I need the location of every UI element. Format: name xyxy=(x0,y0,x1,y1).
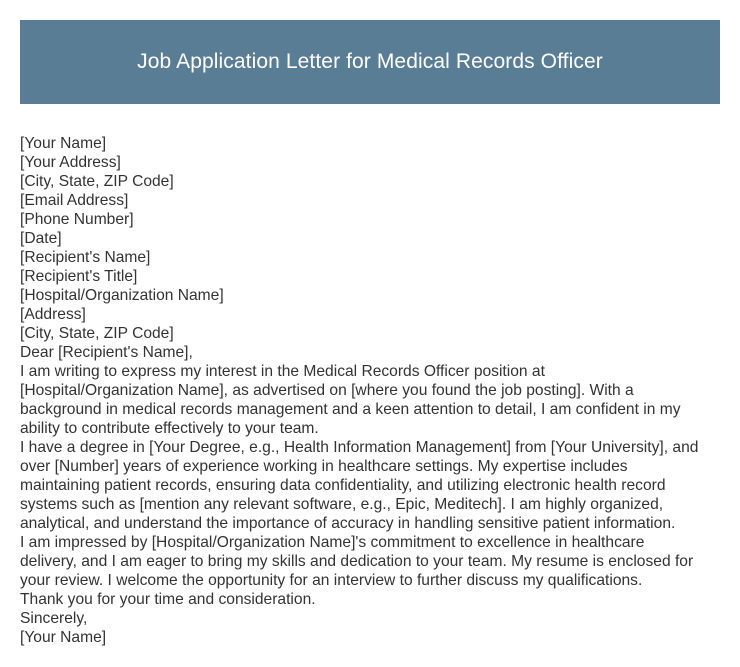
paragraph-line: [Hospital/Organization Name], as advertised on [where you found the job posting]. With a xyxy=(20,382,634,399)
sender-block xyxy=(20,134,720,229)
recipient-city-state-zip: [City, State, ZIP Code] xyxy=(20,325,174,342)
paragraph-line: systems such as [mention any relevant software, e.g., Epic, Meditech]. I am highly organized, xyxy=(20,496,664,513)
paragraph-line: background in medical records management and a keen attention to detail, I am confident in my xyxy=(20,401,681,418)
recipient-block xyxy=(20,248,720,343)
paragraph-line: delivery, and I am eager to bring my skills and dedication to your team. My resume is enclosed for xyxy=(20,553,694,570)
sender-address: [Your Address] xyxy=(20,154,121,171)
paragraph-line: analytical, and understand the importance of accuracy in handling sensitive patient information. xyxy=(20,515,676,532)
page-title: Job Application Letter for Medical Records Officer xyxy=(137,50,603,73)
recipient-organization: [Hospital/Organization Name] xyxy=(20,287,224,304)
closing-line: Sincerely, xyxy=(20,610,88,627)
recipient-name: [Recipient's Name] xyxy=(20,249,151,266)
sender-phone: [Phone Number] xyxy=(20,211,134,228)
paragraph-line: over [Number] years of experience working in healthcare settings. My expertise includes xyxy=(20,458,628,475)
salutation: Dear [Recipient's Name], xyxy=(20,344,193,361)
paragraph-line: your review. I welcome the opportunity for an interview to further discuss my qualifications. xyxy=(20,572,643,589)
paragraph-closing xyxy=(20,533,720,590)
paragraph-line: I have a degree in [Your Degree, e.g., Health Information Management] from [Your University], and xyxy=(20,439,699,456)
recipient-address: [Address] xyxy=(20,306,86,323)
paragraph-line: maintaining patient records, ensuring data confidentiality, and utilizing electronic health record xyxy=(20,477,666,494)
paragraph-line: I am writing to express my interest in the Medical Records Officer position at xyxy=(20,363,545,380)
recipient-title: [Recipient's Title] xyxy=(20,268,138,285)
sender-city-state-zip: [City, State, ZIP Code] xyxy=(20,173,174,190)
sender-name: [Your Name] xyxy=(20,135,107,152)
letter-body xyxy=(20,134,720,647)
thanks-line: Thank you for your time and consideration. xyxy=(20,591,316,608)
letter-date: [Date] xyxy=(20,230,62,247)
sender-email: [Email Address] xyxy=(20,192,129,209)
paragraph-line: ability to contribute effectively to your team. xyxy=(20,420,319,437)
header-banner xyxy=(20,20,720,104)
signature-name: [Your Name] xyxy=(20,629,107,646)
paragraph-intro xyxy=(20,362,720,438)
paragraph-qualifications xyxy=(20,438,720,533)
paragraph-line: I am impressed by [Hospital/Organization Name]'s commitment to excellence in healthcare xyxy=(20,534,645,551)
